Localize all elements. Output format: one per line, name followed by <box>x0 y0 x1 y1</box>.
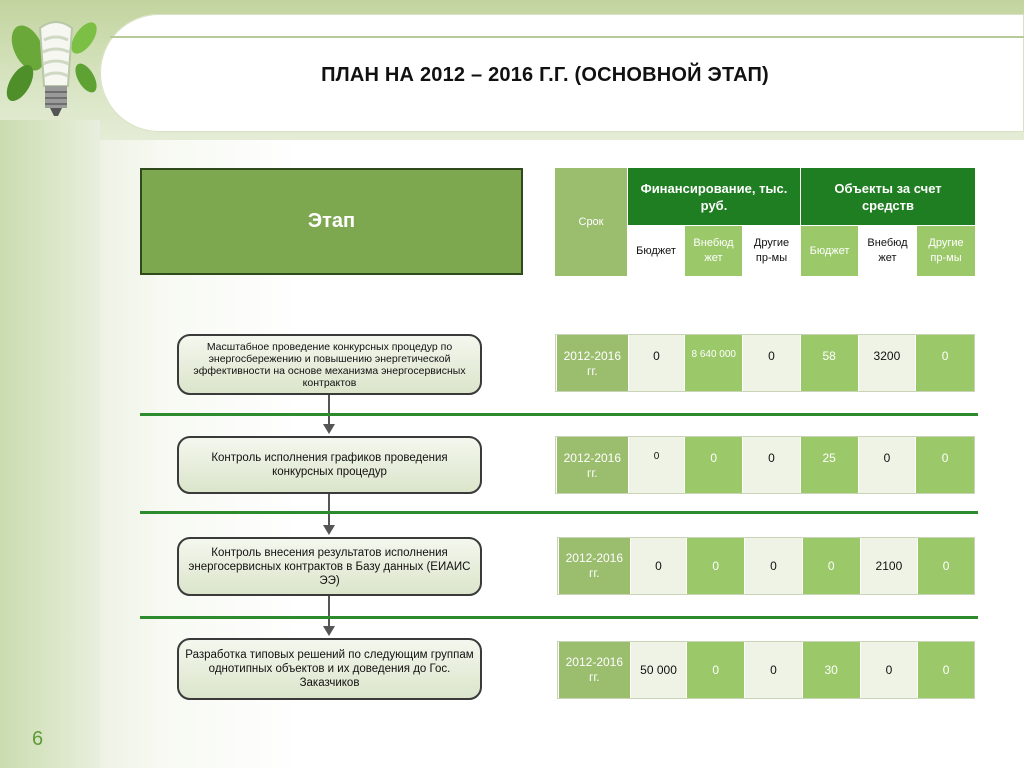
value-cell: 30 <box>802 642 860 698</box>
table-row <box>555 334 975 392</box>
slide-title: ПЛАН НА 2012 – 2016 Г.Г. (ОСНОВНОЙ ЭТАП) <box>321 64 769 86</box>
sub-header-offbudget-obj: Внебюд жет <box>859 226 916 276</box>
flow-arrow-head-icon <box>323 626 335 636</box>
stage-box-3: Контроль внесения результатов исполнения энергосервисных контрактов в Базу данных (ЕИАИС ЭЭ) <box>177 537 482 596</box>
stage-box-4: Разработка типовых решений по следующим группам однотипных объектов и их доведения до Гос. Заказчиков <box>177 638 482 700</box>
value-cell: 58 <box>800 335 858 391</box>
value-cell: 0 <box>744 642 802 698</box>
row-separator <box>140 616 978 619</box>
value-cell: 3200 <box>858 335 916 391</box>
value-cell: 0 <box>684 437 742 493</box>
value-cell: 0 <box>915 437 974 493</box>
flow-arrow-line <box>328 494 330 526</box>
left-decor-strip <box>0 120 100 768</box>
term-header: Срок <box>555 168 627 276</box>
table-row <box>557 641 975 699</box>
term-cell: 2012-2016 гг. <box>558 538 630 594</box>
value-cell: 2100 <box>860 538 918 594</box>
header-divider <box>110 36 1024 38</box>
value-cell: 0 <box>742 335 800 391</box>
value-cell: 0 <box>686 538 744 594</box>
value-cell: 0 <box>742 437 800 493</box>
sub-header-offbudget-fin: Внебюд жет <box>685 226 742 276</box>
value-cell: 0 <box>858 437 916 493</box>
page-number: 6 <box>32 728 44 750</box>
value-cell: 0 <box>917 538 974 594</box>
sub-header-budget-fin: Бюджет <box>628 226 684 276</box>
value-cell: 0 <box>917 642 974 698</box>
flow-arrow-head-icon <box>323 525 335 535</box>
row-separator <box>140 413 978 416</box>
row-separator <box>140 511 978 514</box>
stage-header-label: Этап <box>307 210 356 232</box>
value-cell: 0 <box>915 335 974 391</box>
sub-header-other-fin: Другие пр-мы <box>743 226 800 276</box>
table-row <box>557 537 975 595</box>
term-cell: 2012-2016 гг. <box>558 642 630 698</box>
value-cell: 50 000 <box>630 642 687 698</box>
lightbulb-logo-icon <box>6 8 106 133</box>
table-row <box>555 436 975 494</box>
flow-arrow-head-icon <box>323 424 335 434</box>
objects-header: Объекты за счет средств <box>801 168 975 225</box>
value-cell: 8 640 000 <box>684 335 742 391</box>
value-cell: 0 <box>630 538 687 594</box>
term-cell: 2012-2016 гг. <box>556 335 628 391</box>
value-cell: 0 <box>628 335 685 391</box>
term-cell: 2012-2016 гг. <box>556 437 628 493</box>
stage-header-box <box>140 168 523 275</box>
stage-box-2: Контроль исполнения графиков проведения конкурсных процедур <box>177 436 482 494</box>
flow-arrow-line <box>328 395 330 426</box>
sub-header-other-obj: Другие пр-мы <box>917 226 975 276</box>
stage-box-1: Масштабное проведение конкурсных процедур по энергосбережению и повышению энергетической эффективности на основе механизма энергосервисных контрактов <box>177 334 482 395</box>
financing-header: Финансирование, тыс. руб. <box>628 168 800 225</box>
value-cell: 0 <box>744 538 802 594</box>
value-cell: 0 <box>628 437 685 493</box>
value-cell: 0 <box>860 642 918 698</box>
sub-header-budget-obj: Бюджет <box>801 226 858 276</box>
value-cell: 0 <box>686 642 744 698</box>
value-cell: 25 <box>800 437 858 493</box>
flow-arrow-line <box>328 596 330 627</box>
value-cell: 0 <box>802 538 860 594</box>
